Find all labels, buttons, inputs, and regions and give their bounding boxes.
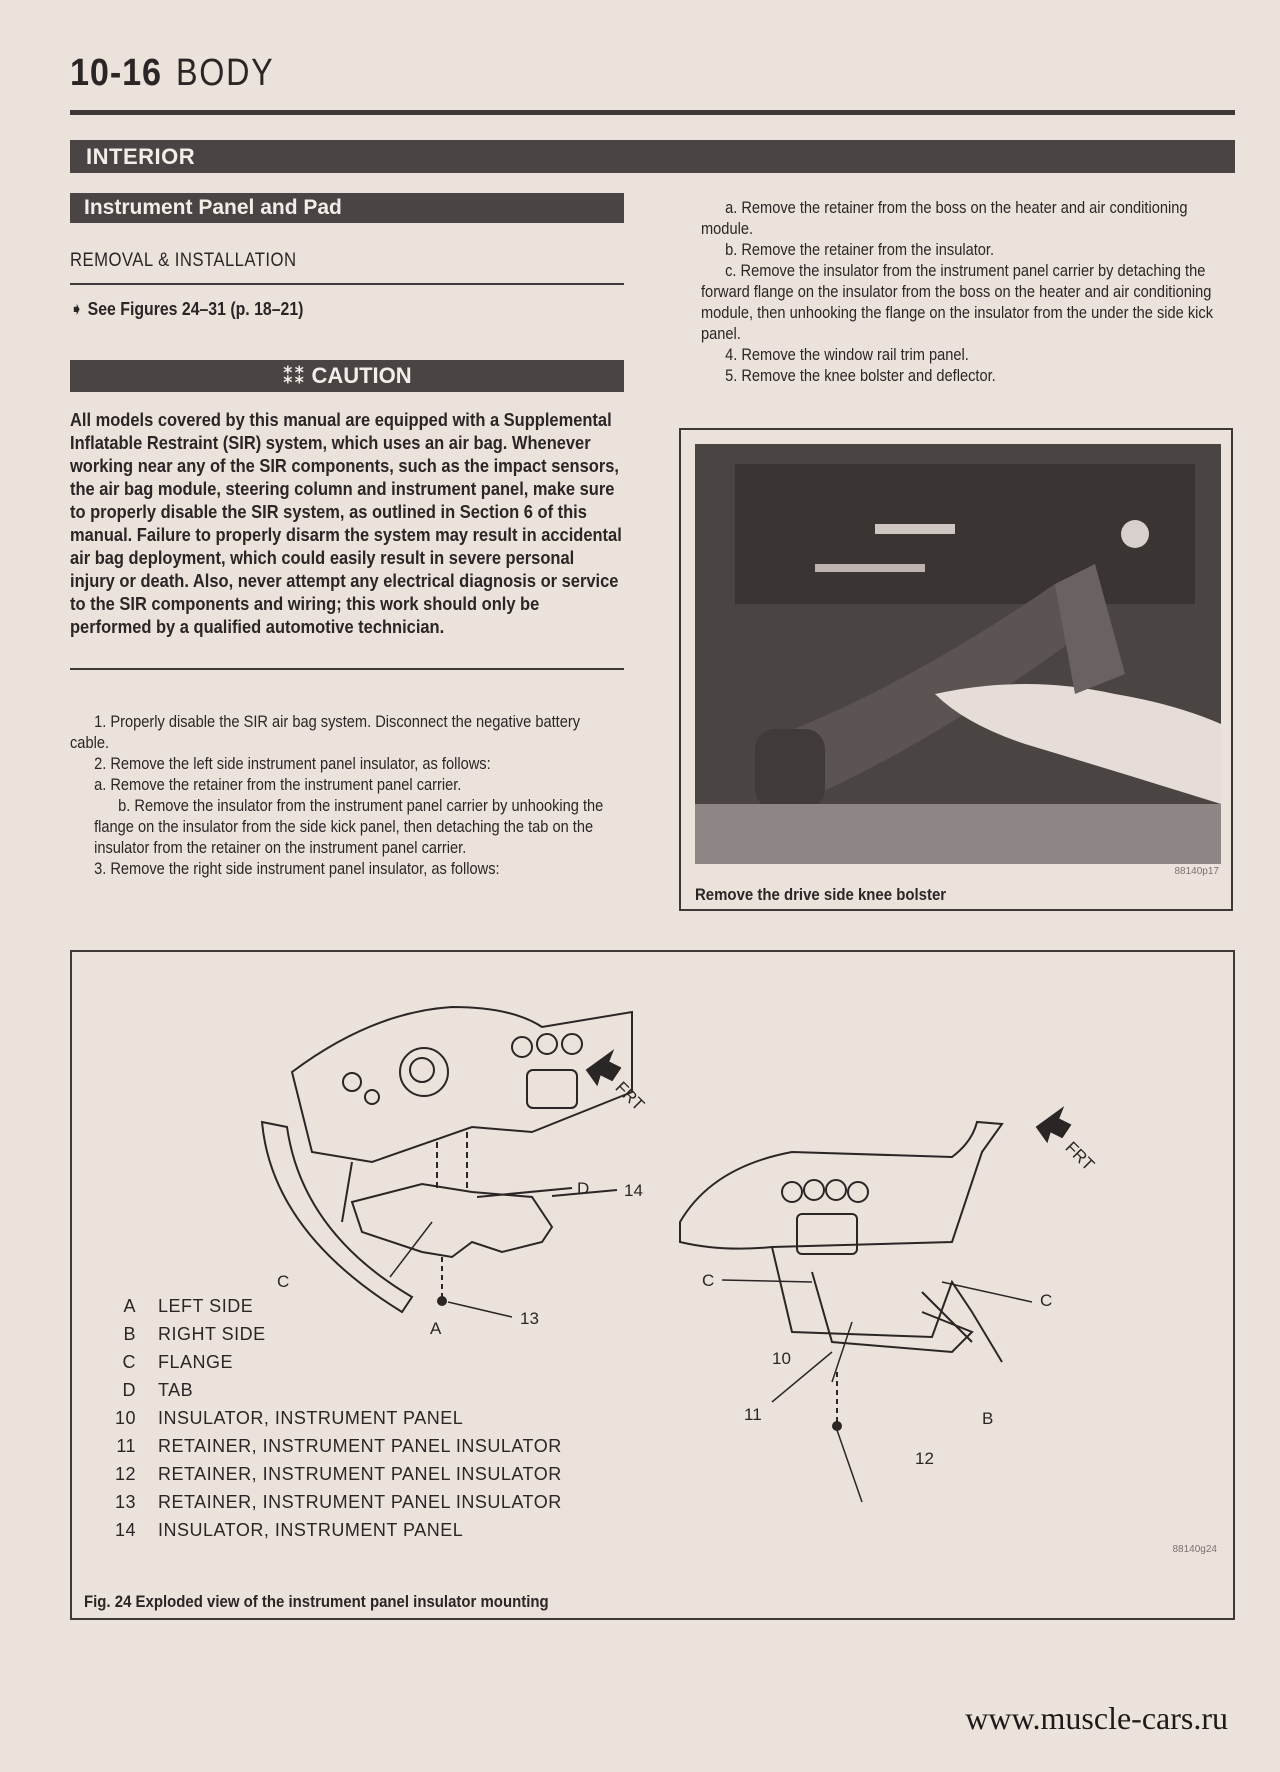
photo-caption: Remove the drive side knee bolster: [695, 885, 947, 904]
photo: [695, 444, 1221, 864]
legend-row: 11 RETAINER, INSTRUMENT PANEL INSULATOR: [116, 1436, 562, 1456]
callout-14: 14: [624, 1181, 643, 1200]
caution-bar: ⁑⁑ CAUTION: [70, 360, 624, 392]
step: 5. Remove the knee bolster and deflector.: [725, 366, 996, 385]
right-steps: [701, 197, 1234, 386]
photo-code: 88140p17: [1174, 866, 1219, 877]
step: 1. Properly disable the SIR air bag system. Disconnect the negative battery cable.: [70, 712, 581, 752]
subsection-bar: Instrument Panel and Pad: [70, 193, 624, 223]
legend-row: 10 INSULATOR, INSTRUMENT PANEL: [114, 1408, 464, 1428]
legend-row: A LEFT SIDE: [123, 1296, 254, 1316]
callout-11: 11: [744, 1405, 762, 1424]
section-bar: INTERIOR: [70, 140, 1235, 173]
left-steps: [70, 711, 620, 879]
callout-c: C: [702, 1271, 715, 1290]
step: 3. Remove the right side instrument panel insulator, as follows:: [94, 859, 500, 878]
step: a. Remove the retainer from the instrument panel carrier.: [94, 775, 462, 794]
see-figures: ➧ See Figures 24–31 (p. 18–21): [70, 299, 304, 319]
page-number: 10-16: [70, 52, 162, 94]
step: 4. Remove the window rail trim panel.: [725, 345, 969, 364]
page-header: [70, 52, 292, 95]
procedure-heading: REMOVAL & INSTALLATION: [70, 250, 297, 271]
callout-c: C: [277, 1272, 290, 1291]
frt-label: FRT: [611, 1077, 649, 1115]
figure-legend: [100, 1292, 562, 1544]
step: b. Remove the insulator from the instrument panel carrier by unhooking the flange on the insulator from the side kick panel, then detaching the tab on the insulator from the retainer on the instrument panel carrier.: [94, 796, 604, 857]
callout-d: D: [577, 1179, 590, 1198]
legend-row: 14 INSULATOR, INSTRUMENT PANEL: [114, 1520, 464, 1540]
step: a. Remove the retainer from the boss on the heater and air conditioning module.: [701, 198, 1188, 238]
watermark: www.muscle-cars.ru: [965, 1700, 1228, 1736]
step: c. Remove the insulator from the instrument panel carrier by detaching the forward flange on the insulator from the boss on the heater and air conditioning module, then unhooking the flange on the insulator from the under the side kick panel.: [701, 261, 1214, 343]
legend-row: 13 RETAINER, INSTRUMENT PANEL INSULATOR: [114, 1492, 562, 1512]
figure-caption: Fig. 24 Exploded view of the instrument panel insulator mounting: [84, 1592, 549, 1611]
view-a-label: A: [430, 1319, 442, 1338]
step: b. Remove the retainer from the insulator.: [725, 240, 995, 259]
photo-box: [679, 428, 1233, 911]
divider: [70, 668, 624, 670]
step: 2. Remove the left side instrument panel insulator, as follows:: [94, 754, 491, 773]
caution-icon: ⁑⁑: [282, 363, 312, 388]
header-rule: [70, 110, 1235, 115]
legend-row: D TAB: [122, 1380, 194, 1400]
arrow-right-icon: ➧: [70, 299, 88, 319]
legend-row: C FLANGE: [122, 1352, 234, 1372]
photo-illustration: [695, 444, 1221, 864]
legend-row: B RIGHT SIDE: [123, 1324, 266, 1344]
figure-code: 88140g24: [1172, 1544, 1217, 1555]
legend-row: 12 RETAINER, INSTRUMENT PANEL INSULATOR: [114, 1464, 562, 1484]
callout-12: 12: [915, 1449, 934, 1468]
callout-c: C: [1040, 1291, 1053, 1310]
section-name: BODY: [176, 52, 275, 94]
view-b-label: B: [982, 1409, 994, 1428]
callout-10: 10: [772, 1349, 791, 1368]
divider: [70, 283, 624, 285]
frt-label: FRT: [1061, 1137, 1099, 1175]
callout-13: 13: [520, 1309, 539, 1328]
caution-text: All models covered by this manual are equipped with a Supplemental Inflatable Restraint (SIR) system, which uses an air bag. Whenever working near any of the SIR components, such as the impact sensors, the air bag module, steering column and instrument panel, make sure to properly disable the SIR system, as outlined in Section 6 of this manual. Failure to properly disarm the system may result in accidental air bag deployment, which could easily result in severe personal injury or death. Also, never attempt any electrical diagnosis or service to the SIR components and wiring; this work should only be performed by a qualified automotive technician.: [70, 409, 622, 637]
figure-box: [70, 950, 1235, 1620]
